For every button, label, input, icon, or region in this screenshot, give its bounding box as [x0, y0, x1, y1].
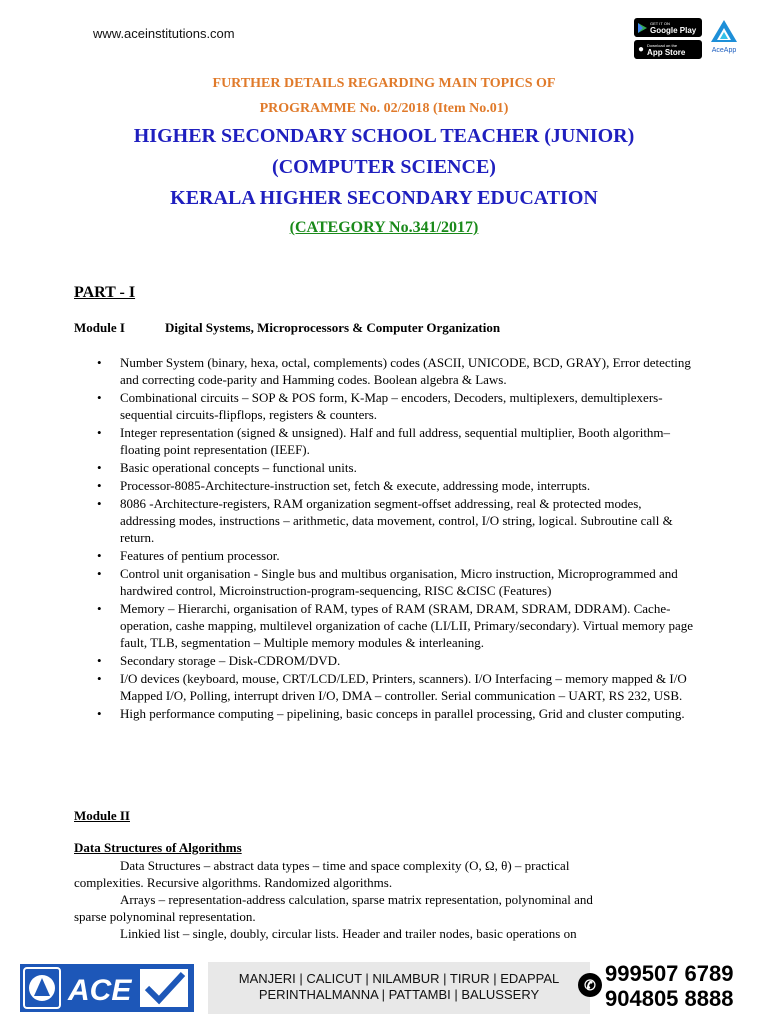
module-2-heading: Module II [74, 808, 130, 823]
app-badges [634, 18, 738, 59]
list-item: • High performance computing – pipelining, basic conceps in parallel processing, Grid and cluster computing. [74, 705, 699, 722]
module-1-title: Digital Systems, Microprocessors & Computer Organization [165, 320, 501, 335]
paragraph: Linkied list – single, doubly, circular lists. Header and trailer nodes, basic operations on [120, 926, 577, 941]
phone-numbers [578, 960, 758, 1018]
paragraph: Data Structures – abstract data types – time and space complexity (O, Ω, θ) – practical complexities. Recursive algorithms. Randomized algorithms. [74, 858, 570, 890]
module-1-label: Module I [74, 320, 125, 335]
ace-logo-graphic [20, 964, 194, 1012]
list-item: • Memory – Hierarchi, organisation of RAM, types of RAM (SRAM, DRAM, SDRAM, DDRAM). Cache-operation, cashe mapping, multilevel organization of cache (LI/LII, Primary/secondary). Virtual memory page fault, TLB, segmentation – Multiple memory modules & interleaning. [74, 600, 699, 651]
subtitle-line-1: FURTHER DETAILS REGARDING MAIN TOPICS OF [212, 76, 556, 91]
phone-number-1[interactable]: 999507 6789 [605, 961, 734, 986]
list-item: • Integer representation (signed & unsigned). Half and full address, sequential multiplier, Booth algorithm– floating point representation (IEEF). [74, 424, 699, 458]
title-line-1: HIGHER SECONDARY SCHOOL TEACHER (JUNIOR) [133, 125, 635, 147]
branch-list [208, 962, 590, 1014]
footer-banner [18, 960, 758, 1018]
list-item: • Control unit organisation - Single bus and multibus organisation, Micro instruction, Microprogrammed and hardwired control, Microinstruction-program-sequencing, RISC &CISC (Features) [74, 565, 699, 599]
apple-icon: ● [638, 44, 645, 55]
branches-line-2: PERINTHALMANNA | PATTAMBI | BALUSSERY [258, 987, 540, 1002]
app-store-badge[interactable]: ● Download on the App Store [634, 40, 702, 59]
branches-line-1: MANJERI | CALICUT | NILAMBUR | TIRUR | EDAPPAL [238, 971, 560, 986]
title-line-2: (COMPUTER SCIENCE) [272, 156, 496, 178]
category-number: (CATEGORY No.341/2017) [289, 219, 479, 236]
list-item: • Basic operational concepts – functional units. [74, 459, 699, 476]
ace-brand-text: ACE [68, 974, 132, 1007]
phone-icon: ✆ [578, 973, 602, 997]
module-2-body [74, 857, 695, 942]
aceapp-badge[interactable] [710, 18, 738, 54]
data-structures-heading: Data Structures of Algorithms [74, 840, 242, 855]
paragraph: Arrays – representation-address calculation, sparse matrix representation, polynominal and sparse polynominal representation. [74, 892, 593, 924]
ace-logo[interactable] [18, 962, 196, 1014]
list-item: • Combinational circuits – SOP & POS form, K-Map – encoders, Decoders, multiplexers, demultiplexers-sequential circuits-flipflops, registers & counters. [74, 389, 699, 423]
list-item: • Features of pentium processor. [74, 547, 699, 564]
list-item: • Processor-8085-Architecture-instruction set, fetch & execute, addressing mode, interrupts. [74, 477, 699, 494]
google-play-icon [638, 23, 647, 33]
website-url[interactable]: www.aceinstitutions.com [93, 26, 235, 41]
list-item: • Number System (binary, hexa, octal, complements) codes (ASCII, UNICODE, BCD, GRAY), Error detecting and correcting code-parity and Hamming codes. Boolean algebra & Laws. [74, 354, 699, 388]
list-item: • Secondary storage – Disk-CDROM/DVD. [74, 652, 699, 669]
part-heading: PART - I [74, 284, 136, 301]
phone-number-2[interactable]: 904805 8888 [605, 986, 734, 1011]
aceapp-label: AceApp [711, 47, 737, 54]
module-1-topics [74, 354, 699, 723]
google-play-badge[interactable]: GET IT ON Google Play [634, 18, 702, 37]
aceapp-logo-icon [710, 18, 738, 46]
title-line-3: KERALA HIGHER SECONDARY EDUCATION [170, 187, 598, 209]
list-item: • 8086 -Architecture-registers, RAM organization segment-offset addressing, real & protected modes, addressing modes, instructions – arithmetic, data movement, control, I/O string, logical. Subroutine call & return. [74, 495, 699, 546]
list-item: • I/O devices (keyboard, mouse, CRT/LCD/LED, Printers, scanners). I/O Interfacing – memory mapped & I/O Mapped I/O, Polling, interrupt driven I/O, DMA – controller. Serial communication – UART, RS 232, USB. [74, 670, 699, 704]
subtitle-line-2: PROGRAMME No. 02/2018 (Item No.01) [259, 101, 509, 116]
module-1-heading [74, 320, 501, 336]
